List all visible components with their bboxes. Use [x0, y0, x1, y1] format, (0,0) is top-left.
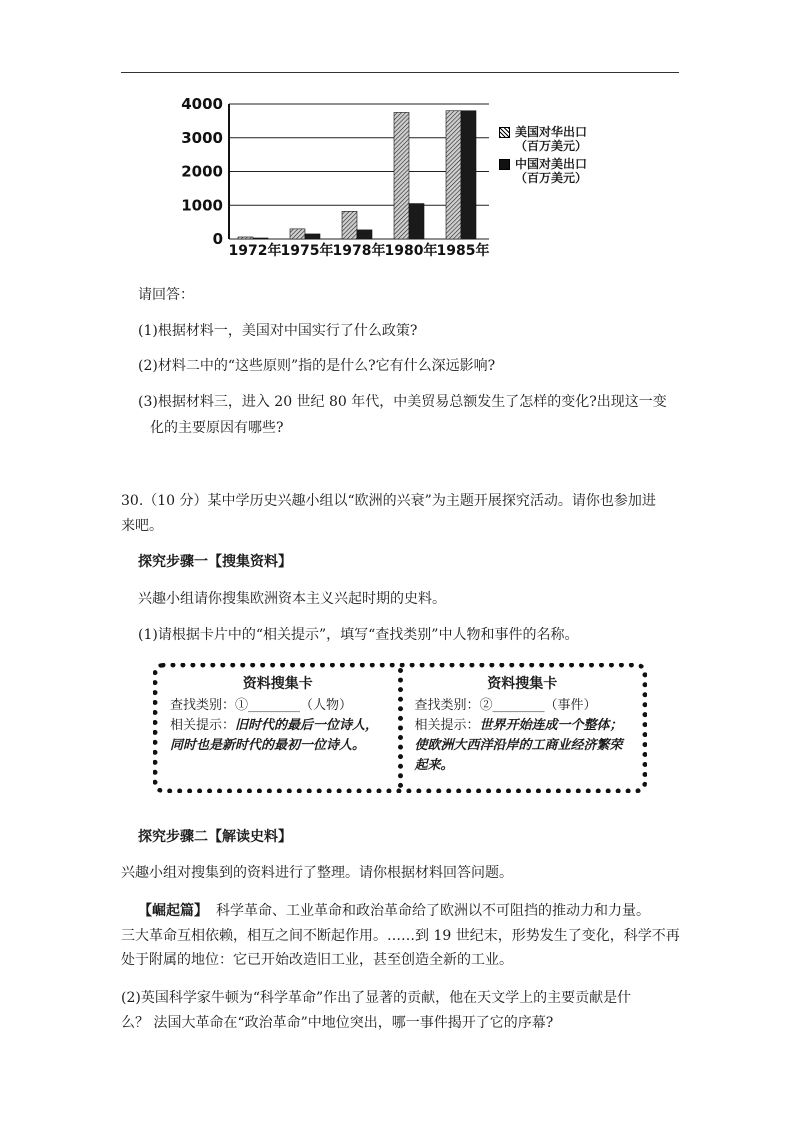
legend-item-cn-export — [499, 157, 614, 185]
card-hint-label: 相关提示： — [170, 718, 236, 733]
bar-us-export — [342, 211, 357, 239]
step1-text: 兴趣小组请你搜集欧洲资本主义兴起时期的史料。 — [138, 591, 446, 607]
top-rule — [121, 72, 679, 73]
question-1: (1)根据材料一，美国对中国实行了什么政策? — [138, 323, 418, 339]
y-tick-label: 2000 — [181, 162, 223, 181]
legend-label-line2: （百万美元） — [515, 171, 588, 185]
info-cards — [153, 663, 647, 793]
card-category: 查找类别：②________（事件） — [414, 698, 597, 713]
info-card-person — [158, 668, 398, 788]
card-title: 资料搜集卡 — [242, 676, 313, 692]
card-hint — [170, 716, 386, 756]
card-category: 查找类别：①________（人物） — [170, 698, 353, 713]
rise-label: 【崛起篇】 — [138, 903, 208, 919]
y-tick-label: 0 — [212, 230, 223, 248]
bar-cn-export — [305, 234, 320, 239]
x-tick-label: 1978年 — [332, 243, 386, 258]
step2-title: 探究步骤二【解读史料】 — [138, 829, 292, 845]
bar-cn-export — [357, 230, 372, 239]
step2-text: 兴趣小组对搜集到的资料进行了整理。请你根据材料回答问题。 — [121, 865, 513, 881]
rise-line2: 三大革命互相依赖，相互之间不断起作用。……到 19 世纪末，形势发生了变化，科学不再 — [121, 928, 680, 944]
legend-label-line2: （百万美元） — [515, 139, 588, 153]
card-hint-text: 世界开始连成一个整体；使欧洲大西洋沿岸的工商业经济繁荣起来。 — [414, 718, 623, 773]
y-tick-label: 1000 — [181, 196, 223, 215]
step1-title: 探究步骤一【搜集资料】 — [138, 554, 292, 570]
card-hint — [415, 716, 631, 776]
rise-line1 — [138, 901, 650, 921]
y-tick-label: 3000 — [181, 128, 223, 147]
legend-swatch-solid — [499, 159, 510, 170]
card-title: 资料搜集卡 — [487, 676, 558, 692]
x-tick-label: 1975年 — [280, 243, 334, 258]
bar-cn-export — [409, 204, 424, 239]
question-30-line1: 30.（10 分）某中学历史兴趣小组以“欧洲的兴衰”为主题开展探究活动。请你也参加进 — [121, 493, 656, 509]
bar-us-export — [290, 229, 305, 239]
legend-swatch-hatched — [499, 127, 510, 138]
bar-cn-export — [461, 111, 476, 239]
question-2b-line1: (2)英国科学家牛顿为“科学革命”作出了显著的贡献，他在天文学上的主要贡献是什 — [121, 990, 632, 1006]
questions-intro: 请回答： — [138, 287, 194, 303]
question-3-line2: 化的主要原因有哪些? — [150, 420, 284, 436]
bar-us-export — [238, 237, 253, 239]
card-hint-label: 相关提示： — [414, 718, 480, 733]
bar-us-export — [446, 111, 461, 239]
step1-question: (1)请根据卡片中的“相关提示”，填写“查找类别”中人物和事件的名称。 — [138, 627, 579, 643]
rise-line3: 处于附属的地位：它已开始改造旧工业，甚至创造全新的工业。 — [121, 952, 513, 968]
question-3-line1: (3)根据材料三，进入 20 世纪 80 年代，中美贸易总额发生了怎样的变化?出现这一变 — [138, 394, 667, 410]
question-2: (2)材料二中的“这些原则”指的是什么?它有什么深远影响? — [138, 358, 496, 374]
legend-item-us-export — [499, 125, 614, 153]
chart-legend — [499, 125, 614, 189]
info-card-event — [398, 668, 643, 788]
question-30-line2: 来吧。 — [121, 518, 163, 534]
y-tick-label: 4000 — [181, 95, 223, 113]
legend-label-line1: 中国对美出口 — [515, 157, 588, 171]
x-tick-label: 1985年 — [436, 243, 490, 258]
question-2b-line2: 么？ 法国大革命在“政治革命”中地位突出，哪一事件揭开了它的序幕? — [121, 1015, 554, 1031]
x-tick-label: 1980年 — [384, 243, 438, 258]
rise-line1-text: 科学革命、工业革命和政治革命给了欧洲以不可阻挡的推动力和力量。 — [216, 903, 650, 919]
legend-label-line1: 美国对华出口 — [515, 125, 588, 139]
trade-bar-chart — [181, 95, 619, 258]
card-hint-text: 旧时代的最后一位诗人，同时也是新时代的最初一位诗人。 — [170, 718, 379, 753]
bar-cn-export — [253, 238, 268, 239]
bar-us-export — [394, 112, 409, 239]
x-tick-label: 1972年 — [228, 243, 282, 258]
